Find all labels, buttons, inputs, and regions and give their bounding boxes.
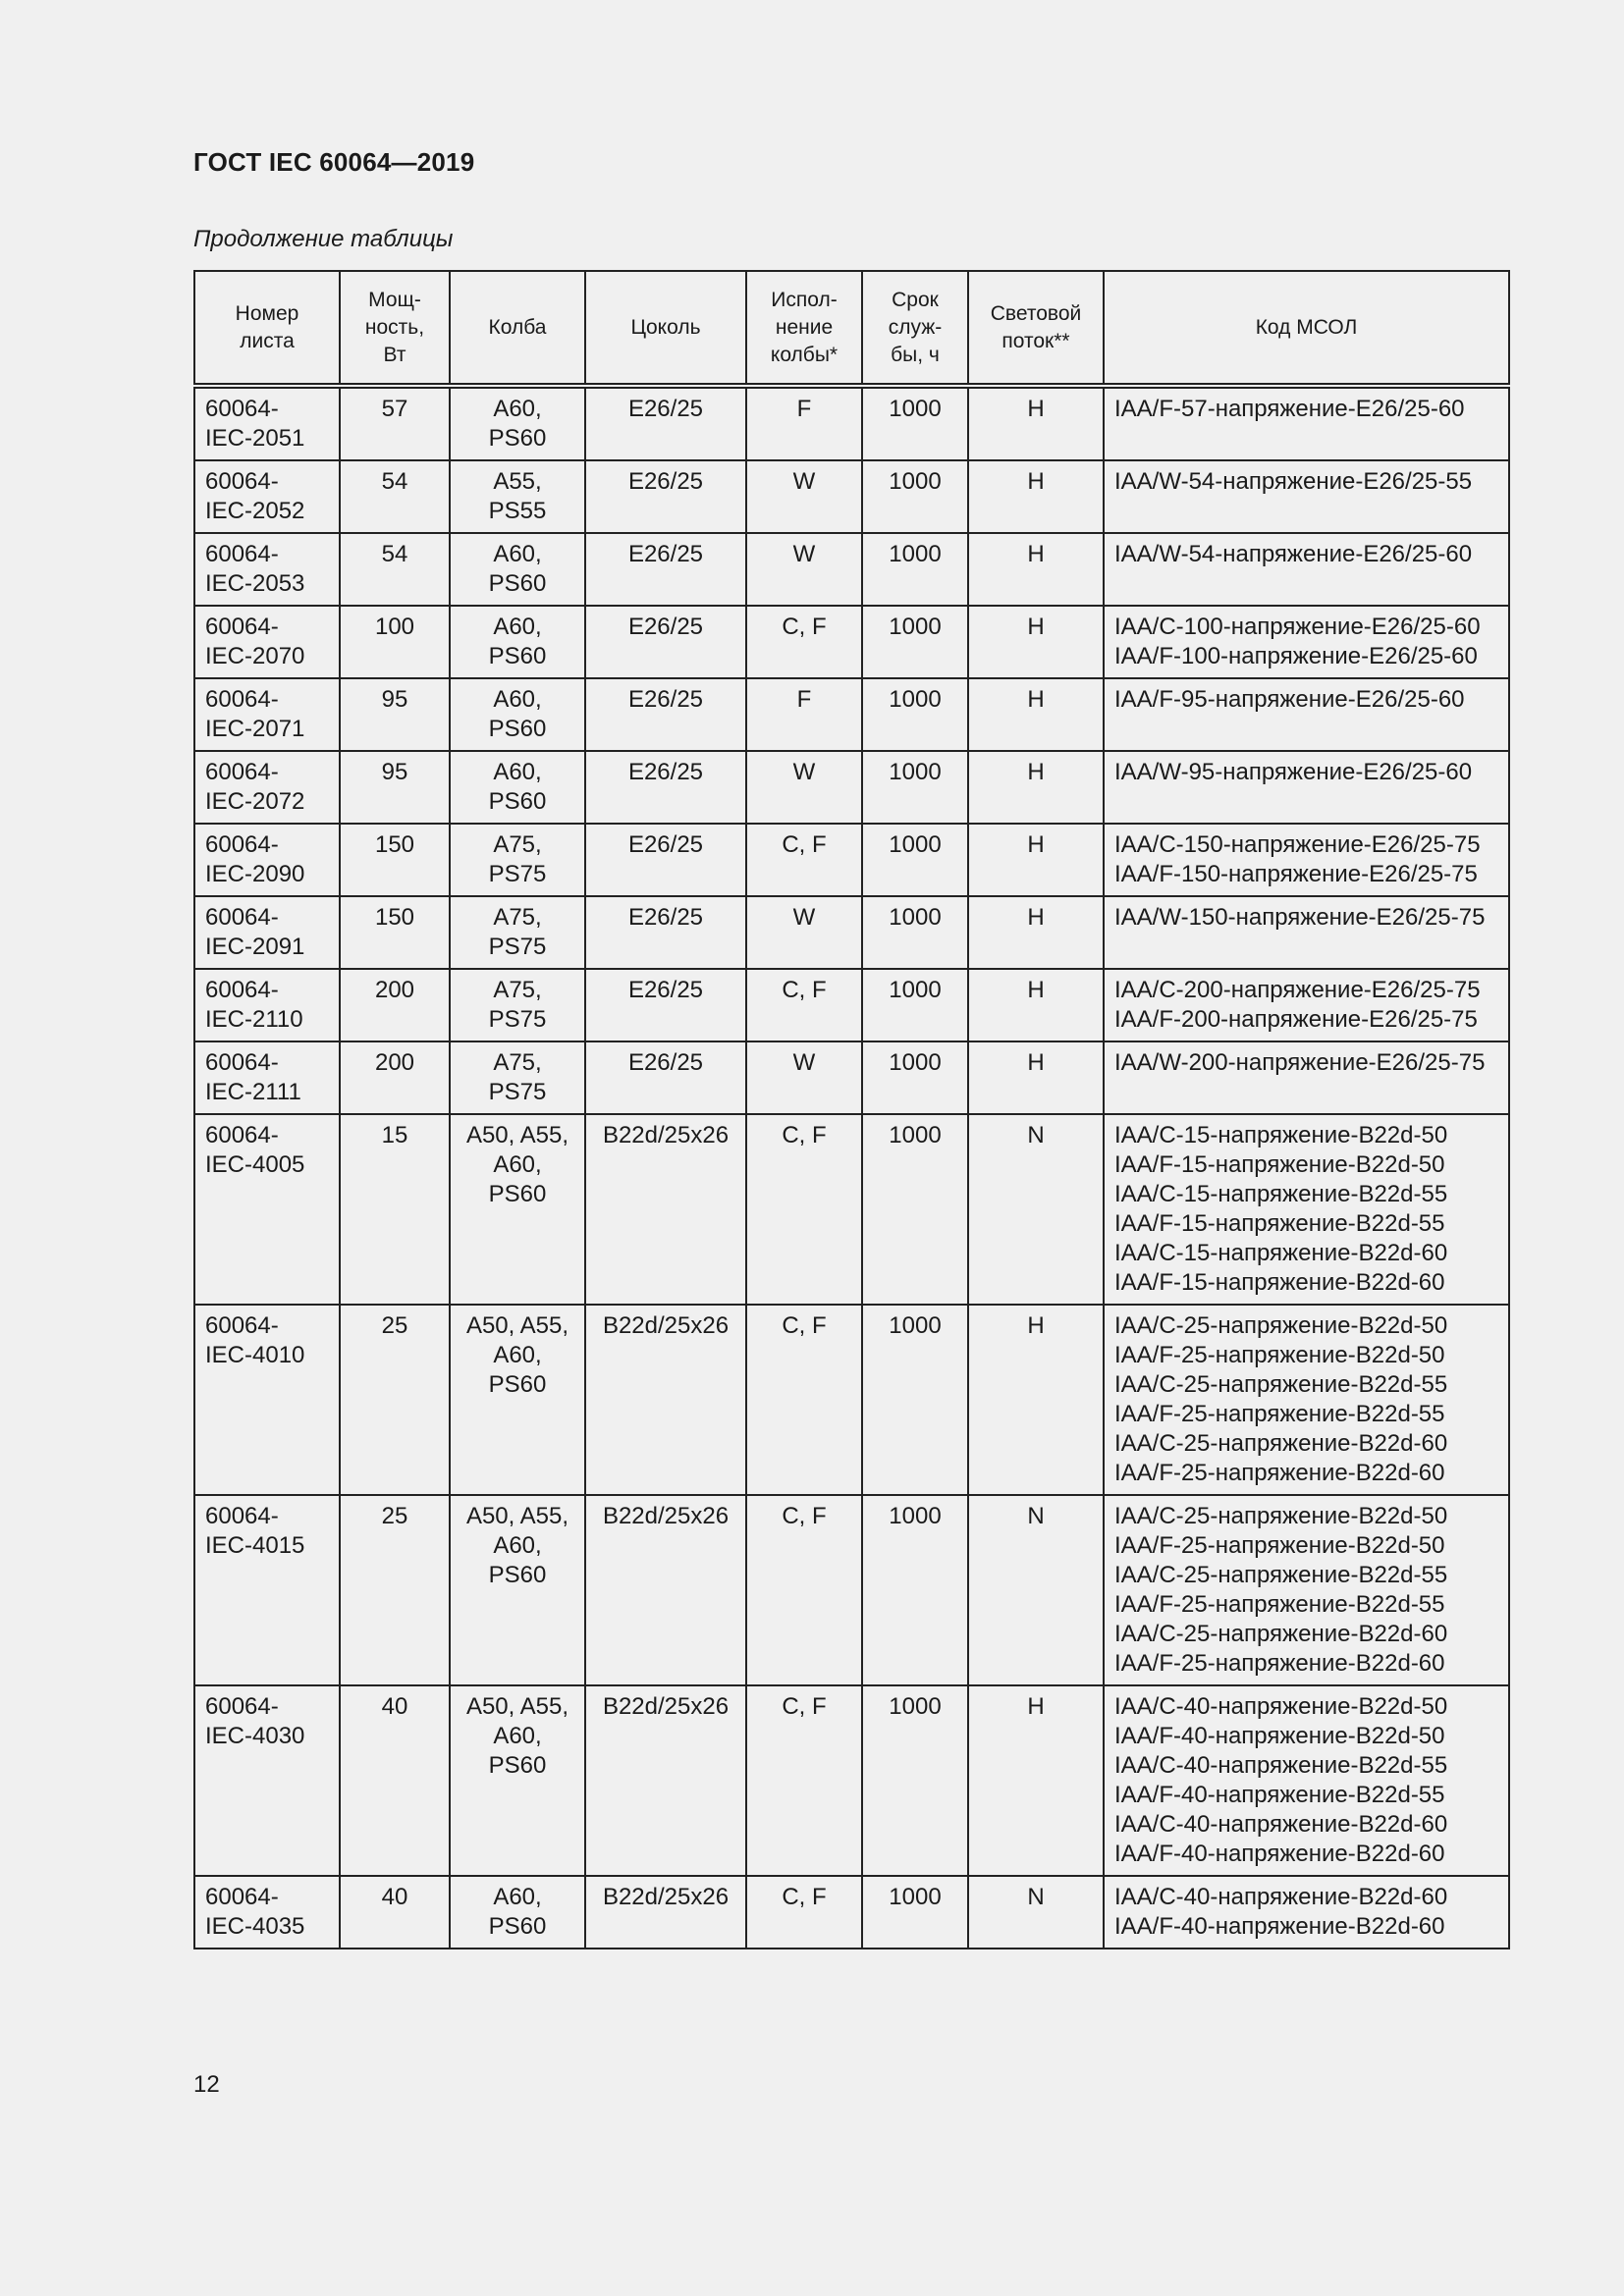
cell-text-line: 60064- — [205, 1503, 279, 1529]
cell-bulb — [450, 606, 585, 678]
cell-cap: E26/25 — [585, 1041, 746, 1114]
cell-text-line: IEC-2090 — [205, 861, 305, 887]
cell-bulb-finish: C, F — [746, 1305, 862, 1495]
cell-text-line: PS75 — [488, 861, 547, 887]
cell-text-line: IAA/C-25-напряжение-B22d-55 — [1114, 1562, 1448, 1588]
cell-text-line: PS60 — [488, 643, 547, 669]
cell-cap: E26/25 — [585, 824, 746, 896]
cell-luminous-flux: H — [968, 1305, 1104, 1495]
header-text-line: Вт — [383, 343, 406, 366]
header-text-line: Код МСОЛ — [1255, 315, 1358, 339]
cell-bulb-finish: W — [746, 751, 862, 824]
cell-text-line: IAA/F-40-напряжение-B22d-60 — [1114, 1841, 1445, 1867]
cell-text-line: A60, — [493, 686, 542, 713]
cell-text-line: IAA/F-15-напряжение-B22d-50 — [1114, 1151, 1445, 1178]
cell-luminous-flux: N — [968, 1495, 1104, 1685]
cell-ilcos-code — [1104, 606, 1509, 678]
cell-text-line: IAA/C-25-напряжение-B22d-50 — [1114, 1312, 1448, 1339]
cell-sheet-number — [194, 606, 340, 678]
cell-text-line: IEC-2111 — [205, 1079, 301, 1105]
cell-bulb-finish: C, F — [746, 1495, 862, 1685]
cell-text-line: IEC-4030 — [205, 1723, 305, 1749]
cell-text-line: A50, A55, — [465, 1122, 569, 1148]
cell-bulb-finish: C, F — [746, 824, 862, 896]
cell-sheet-number — [194, 1495, 340, 1685]
cell-power: 100 — [340, 606, 450, 678]
cell-text-line: A60, — [493, 759, 542, 785]
cell-cap: E26/25 — [585, 386, 746, 460]
header-text-line: поток** — [1001, 329, 1070, 352]
header-text-line: Колба — [488, 315, 547, 339]
table-row — [194, 678, 1509, 751]
cell-power: 95 — [340, 678, 450, 751]
cell-text-line: A60, — [493, 1342, 542, 1368]
table-row — [194, 751, 1509, 824]
document-title: ГОСТ IEC 60064—2019 — [193, 147, 475, 177]
cell-power: 57 — [340, 386, 450, 460]
cell-power: 25 — [340, 1495, 450, 1685]
column-header-bulb — [450, 271, 585, 386]
cell-luminous-flux: H — [968, 751, 1104, 824]
cell-bulb-finish: C, F — [746, 606, 862, 678]
cell-luminous-flux: H — [968, 678, 1104, 751]
cell-power: 54 — [340, 460, 450, 533]
cell-text-line: 60064- — [205, 831, 279, 858]
cell-text-line: 60064- — [205, 1884, 279, 1910]
cell-text-line: IAA/F-200-напряжение-E26/25-75 — [1114, 1006, 1478, 1033]
cell-ilcos-code — [1104, 678, 1509, 751]
cell-text-line: A75, — [493, 831, 542, 858]
cell-text-line: IAA/F-25-напряжение-B22d-60 — [1114, 1650, 1445, 1677]
cell-bulb — [450, 678, 585, 751]
table-header — [194, 271, 1509, 386]
cell-sheet-number — [194, 1876, 340, 1949]
table-row — [194, 533, 1509, 606]
table-row — [194, 824, 1509, 896]
table-row — [194, 1685, 1509, 1876]
cell-text-line: PS75 — [488, 1079, 547, 1105]
cell-sheet-number — [194, 678, 340, 751]
table-row — [194, 386, 1509, 460]
cell-ilcos-code — [1104, 1114, 1509, 1305]
cell-text-line: IAA/C-25-напряжение-B22d-50 — [1114, 1503, 1448, 1529]
cell-text-line: IAA/F-25-напряжение-B22d-60 — [1114, 1460, 1445, 1486]
cell-text-line: 60064- — [205, 468, 279, 495]
column-header-luminous-flux — [968, 271, 1104, 386]
cell-sheet-number — [194, 1305, 340, 1495]
cell-text-line: IAA/F-40-напряжение-B22d-50 — [1114, 1723, 1445, 1749]
cell-power: 40 — [340, 1876, 450, 1949]
cell-luminous-flux: H — [968, 533, 1104, 606]
cell-ilcos-code — [1104, 751, 1509, 824]
table-row — [194, 606, 1509, 678]
cell-life: 1000 — [862, 1041, 968, 1114]
cell-bulb-finish: C, F — [746, 1876, 862, 1949]
cell-power: 200 — [340, 1041, 450, 1114]
cell-cap: B22d/25x26 — [585, 1305, 746, 1495]
cell-text-line: 60064- — [205, 686, 279, 713]
cell-text-line: IAA/W-95-напряжение-E26/25-60 — [1114, 759, 1473, 785]
cell-text-line: IAA/F-40-напряжение-B22d-55 — [1114, 1782, 1445, 1808]
cell-text-line: A60, — [493, 541, 542, 567]
cell-text-line: IAA/C-15-напряжение-B22d-60 — [1114, 1240, 1448, 1266]
column-header-power — [340, 271, 450, 386]
cell-bulb — [450, 751, 585, 824]
header-text-line: Цоколь — [630, 315, 701, 339]
cell-cap: E26/25 — [585, 606, 746, 678]
cell-cap: E26/25 — [585, 751, 746, 824]
cell-cap: E26/25 — [585, 533, 746, 606]
cell-text-line: IAA/C-25-напряжение-B22d-60 — [1114, 1621, 1448, 1647]
cell-text-line: IEC-4035 — [205, 1913, 305, 1940]
cell-text-line: 60064- — [205, 1122, 279, 1148]
cell-text-line: IAA/F-25-напряжение-B22d-55 — [1114, 1591, 1445, 1618]
cell-text-line: 60064- — [205, 904, 279, 931]
header-text-line: Срок — [892, 288, 939, 311]
cell-bulb — [450, 1041, 585, 1114]
cell-text-line: PS75 — [488, 934, 547, 960]
cell-text-line: 60064- — [205, 1693, 279, 1720]
cell-life: 1000 — [862, 606, 968, 678]
cell-bulb-finish: C, F — [746, 1114, 862, 1305]
cell-cap: E26/25 — [585, 896, 746, 969]
cell-power: 25 — [340, 1305, 450, 1495]
table-row — [194, 969, 1509, 1041]
cell-power: 40 — [340, 1685, 450, 1876]
cell-luminous-flux: H — [968, 824, 1104, 896]
cell-luminous-flux: H — [968, 896, 1104, 969]
cell-text-line: IEC-2052 — [205, 498, 305, 524]
cell-text-line: IAA/F-57-напряжение-E26/25-60 — [1114, 396, 1465, 422]
cell-bulb-finish: F — [746, 386, 862, 460]
cell-text-line: IEC-2072 — [205, 788, 305, 815]
cell-bulb-finish: W — [746, 1041, 862, 1114]
cell-text-line: IEC-2091 — [205, 934, 305, 960]
cell-bulb — [450, 896, 585, 969]
cell-life: 1000 — [862, 824, 968, 896]
cell-text-line: IAA/W-200-напряжение-E26/25-75 — [1114, 1049, 1486, 1076]
cell-text-line: IAA/F-25-напряжение-B22d-55 — [1114, 1401, 1445, 1427]
cell-bulb — [450, 1305, 585, 1495]
cell-text-line: IAA/F-150-напряжение-E26/25-75 — [1114, 861, 1478, 887]
cell-text-line: 60064- — [205, 1312, 279, 1339]
cell-cap: B22d/25x26 — [585, 1114, 746, 1305]
table-row — [194, 1041, 1509, 1114]
table-row — [194, 1305, 1509, 1495]
cell-cap: B22d/25x26 — [585, 1685, 746, 1876]
cell-sheet-number — [194, 386, 340, 460]
cell-bulb-finish: W — [746, 533, 862, 606]
header-text-line: Мощ- — [368, 288, 421, 311]
cell-life: 1000 — [862, 533, 968, 606]
cell-text-line: 60064- — [205, 541, 279, 567]
cell-ilcos-code — [1104, 896, 1509, 969]
cell-ilcos-code — [1104, 1495, 1509, 1685]
cell-luminous-flux: H — [968, 969, 1104, 1041]
cell-bulb-finish: C, F — [746, 969, 862, 1041]
cell-text-line: PS55 — [488, 498, 547, 524]
cell-text-line: 60064- — [205, 977, 279, 1003]
column-header-bulb-finish — [746, 271, 862, 386]
header-text-line: Испол- — [771, 288, 838, 311]
header-text-line: нение — [775, 315, 834, 339]
cell-text-line: IAA/W-54-напряжение-E26/25-55 — [1114, 468, 1473, 495]
table-row — [194, 1114, 1509, 1305]
page-number: 12 — [193, 2071, 220, 2098]
cell-text-line: PS60 — [488, 1562, 547, 1588]
cell-bulb — [450, 386, 585, 460]
cell-text-line: A60, — [493, 1151, 542, 1178]
cell-cap: E26/25 — [585, 678, 746, 751]
cell-bulb — [450, 533, 585, 606]
cell-luminous-flux: H — [968, 606, 1104, 678]
table-body — [194, 386, 1509, 1949]
cell-sheet-number — [194, 824, 340, 896]
cell-life: 1000 — [862, 1876, 968, 1949]
cell-bulb — [450, 1876, 585, 1949]
cell-sheet-number — [194, 1041, 340, 1114]
cell-sheet-number — [194, 460, 340, 533]
cell-life: 1000 — [862, 1495, 968, 1685]
cell-power: 95 — [340, 751, 450, 824]
cell-text-line: PS60 — [488, 788, 547, 815]
cell-bulb-finish: C, F — [746, 1685, 862, 1876]
cell-text-line: IEC-2051 — [205, 425, 305, 452]
cell-bulb-finish: F — [746, 678, 862, 751]
cell-text-line: A60, — [493, 396, 542, 422]
cell-ilcos-code — [1104, 1685, 1509, 1876]
header-text-line: колбы* — [770, 343, 839, 366]
cell-text-line: A75, — [493, 1049, 542, 1076]
cell-power: 150 — [340, 824, 450, 896]
cell-text-line: IEC-2053 — [205, 570, 305, 597]
cell-luminous-flux: H — [968, 1685, 1104, 1876]
header-text-line: ность, — [364, 315, 425, 339]
cell-text-line: IEC-4005 — [205, 1151, 305, 1178]
column-header-ilcos-code — [1104, 271, 1509, 386]
cell-text-line: IEC-2110 — [205, 1006, 303, 1033]
cell-bulb — [450, 1685, 585, 1876]
cell-ilcos-code — [1104, 533, 1509, 606]
cell-ilcos-code — [1104, 1876, 1509, 1949]
header-text-line: служ- — [888, 315, 943, 339]
cell-text-line: A50, A55, — [465, 1693, 569, 1720]
cell-text-line: IEC-4015 — [205, 1532, 305, 1559]
cell-text-line: PS60 — [488, 1913, 547, 1940]
table-row — [194, 1876, 1509, 1949]
cell-life: 1000 — [862, 1305, 968, 1495]
cell-text-line: 60064- — [205, 396, 279, 422]
cell-luminous-flux: N — [968, 1114, 1104, 1305]
header-text-line: Световой — [990, 301, 1082, 325]
cell-life: 1000 — [862, 1685, 968, 1876]
cell-bulb — [450, 969, 585, 1041]
table-continuation-caption: Продолжение таблицы — [193, 226, 454, 252]
cell-cap: E26/25 — [585, 969, 746, 1041]
cell-text-line: IEC-4010 — [205, 1342, 305, 1368]
cell-text-line: PS60 — [488, 1752, 547, 1779]
cell-text-line: PS60 — [488, 1181, 547, 1207]
cell-text-line: A50, A55, — [465, 1312, 569, 1339]
cell-sheet-number — [194, 969, 340, 1041]
cell-text-line: 60064- — [205, 614, 279, 640]
cell-text-line: IAA/C-40-напряжение-B22d-60 — [1114, 1884, 1448, 1910]
cell-text-line: PS60 — [488, 425, 547, 452]
cell-text-line: IAA/C-15-напряжение-B22d-50 — [1114, 1122, 1448, 1148]
cell-text-line: IAA/F-15-напряжение-B22d-60 — [1114, 1269, 1445, 1296]
cell-sheet-number — [194, 1114, 340, 1305]
cell-text-line: IAA/F-15-напряжение-B22d-55 — [1114, 1210, 1445, 1237]
cell-text-line: IAA/F-95-напряжение-E26/25-60 — [1114, 686, 1465, 713]
cell-text-line: A60, — [493, 614, 542, 640]
cell-text-line: IAA/F-25-напряжение-B22d-50 — [1114, 1342, 1445, 1368]
cell-text-line: IAA/W-150-напряжение-E26/25-75 — [1114, 904, 1486, 931]
cell-text-line: IAA/C-25-напряжение-B22d-60 — [1114, 1430, 1448, 1457]
cell-text-line: IAA/W-54-напряжение-E26/25-60 — [1114, 541, 1473, 567]
cell-text-line: IEC-2070 — [205, 643, 305, 669]
cell-text-line: A60, — [493, 1532, 542, 1559]
cell-cap: B22d/25x26 — [585, 1495, 746, 1685]
cell-power: 54 — [340, 533, 450, 606]
cell-bulb-finish: W — [746, 460, 862, 533]
cell-text-line: IAA/C-200-напряжение-E26/25-75 — [1114, 977, 1481, 1003]
cell-power: 15 — [340, 1114, 450, 1305]
cell-ilcos-code — [1104, 1305, 1509, 1495]
cell-luminous-flux: H — [968, 1041, 1104, 1114]
cell-text-line: A55, — [493, 468, 542, 495]
cell-ilcos-code — [1104, 1041, 1509, 1114]
header-text-line: бы, ч — [891, 343, 940, 366]
cell-text-line: IAA/C-40-напряжение-B22d-50 — [1114, 1693, 1448, 1720]
cell-text-line: 60064- — [205, 1049, 279, 1076]
cell-text-line: A75, — [493, 977, 542, 1003]
cell-bulb — [450, 1495, 585, 1685]
cell-text-line: IAA/C-100-напряжение-E26/25-60 — [1114, 614, 1481, 640]
cell-ilcos-code — [1104, 824, 1509, 896]
cell-ilcos-code — [1104, 386, 1509, 460]
cell-bulb — [450, 1114, 585, 1305]
cell-life: 1000 — [862, 1114, 968, 1305]
cell-text-line: PS75 — [488, 1006, 547, 1033]
column-header-sheet-number — [194, 271, 340, 386]
cell-sheet-number — [194, 533, 340, 606]
header-text-line: Номер — [235, 301, 299, 325]
cell-sheet-number — [194, 1685, 340, 1876]
cell-life: 1000 — [862, 751, 968, 824]
table-header-row — [194, 271, 1509, 386]
cell-text-line: IAA/F-25-напряжение-B22d-50 — [1114, 1532, 1445, 1559]
cell-text-line: PS60 — [488, 570, 547, 597]
cell-life: 1000 — [862, 460, 968, 533]
table-row — [194, 1495, 1509, 1685]
cell-text-line: IAA/C-25-напряжение-B22d-55 — [1114, 1371, 1448, 1398]
cell-text-line: 60064- — [205, 759, 279, 785]
lamp-data-table — [193, 270, 1510, 1949]
table-row — [194, 896, 1509, 969]
cell-text-line: A75, — [493, 904, 542, 931]
cell-cap: E26/25 — [585, 460, 746, 533]
cell-life: 1000 — [862, 386, 968, 460]
header-text-line: листа — [240, 329, 295, 352]
table-row — [194, 460, 1509, 533]
cell-sheet-number — [194, 751, 340, 824]
cell-bulb — [450, 824, 585, 896]
cell-life: 1000 — [862, 969, 968, 1041]
cell-text-line: IAA/C-40-напряжение-B22d-60 — [1114, 1811, 1448, 1838]
column-header-cap — [585, 271, 746, 386]
cell-text-line: IAA/C-150-напряжение-E26/25-75 — [1114, 831, 1481, 858]
cell-text-line: IAA/F-100-напряжение-E26/25-60 — [1114, 643, 1478, 669]
cell-ilcos-code — [1104, 969, 1509, 1041]
cell-text-line: A60, — [493, 1884, 542, 1910]
cell-text-line: IAA/C-15-напряжение-B22d-55 — [1114, 1181, 1448, 1207]
cell-power: 200 — [340, 969, 450, 1041]
cell-text-line: PS60 — [488, 716, 547, 742]
cell-life: 1000 — [862, 896, 968, 969]
cell-luminous-flux: H — [968, 386, 1104, 460]
cell-text-line: PS60 — [488, 1371, 547, 1398]
cell-text-line: IEC-2071 — [205, 716, 305, 742]
cell-bulb — [450, 460, 585, 533]
cell-luminous-flux: N — [968, 1876, 1104, 1949]
cell-power: 150 — [340, 896, 450, 969]
cell-ilcos-code — [1104, 460, 1509, 533]
cell-sheet-number — [194, 896, 340, 969]
cell-text-line: A50, A55, — [465, 1503, 569, 1529]
cell-bulb-finish: W — [746, 896, 862, 969]
cell-life: 1000 — [862, 678, 968, 751]
cell-text-line: IAA/C-40-напряжение-B22d-55 — [1114, 1752, 1448, 1779]
cell-cap: B22d/25x26 — [585, 1876, 746, 1949]
cell-luminous-flux: H — [968, 460, 1104, 533]
cell-text-line: A60, — [493, 1723, 542, 1749]
column-header-life — [862, 271, 968, 386]
cell-text-line: IAA/F-40-напряжение-B22d-60 — [1114, 1913, 1445, 1940]
